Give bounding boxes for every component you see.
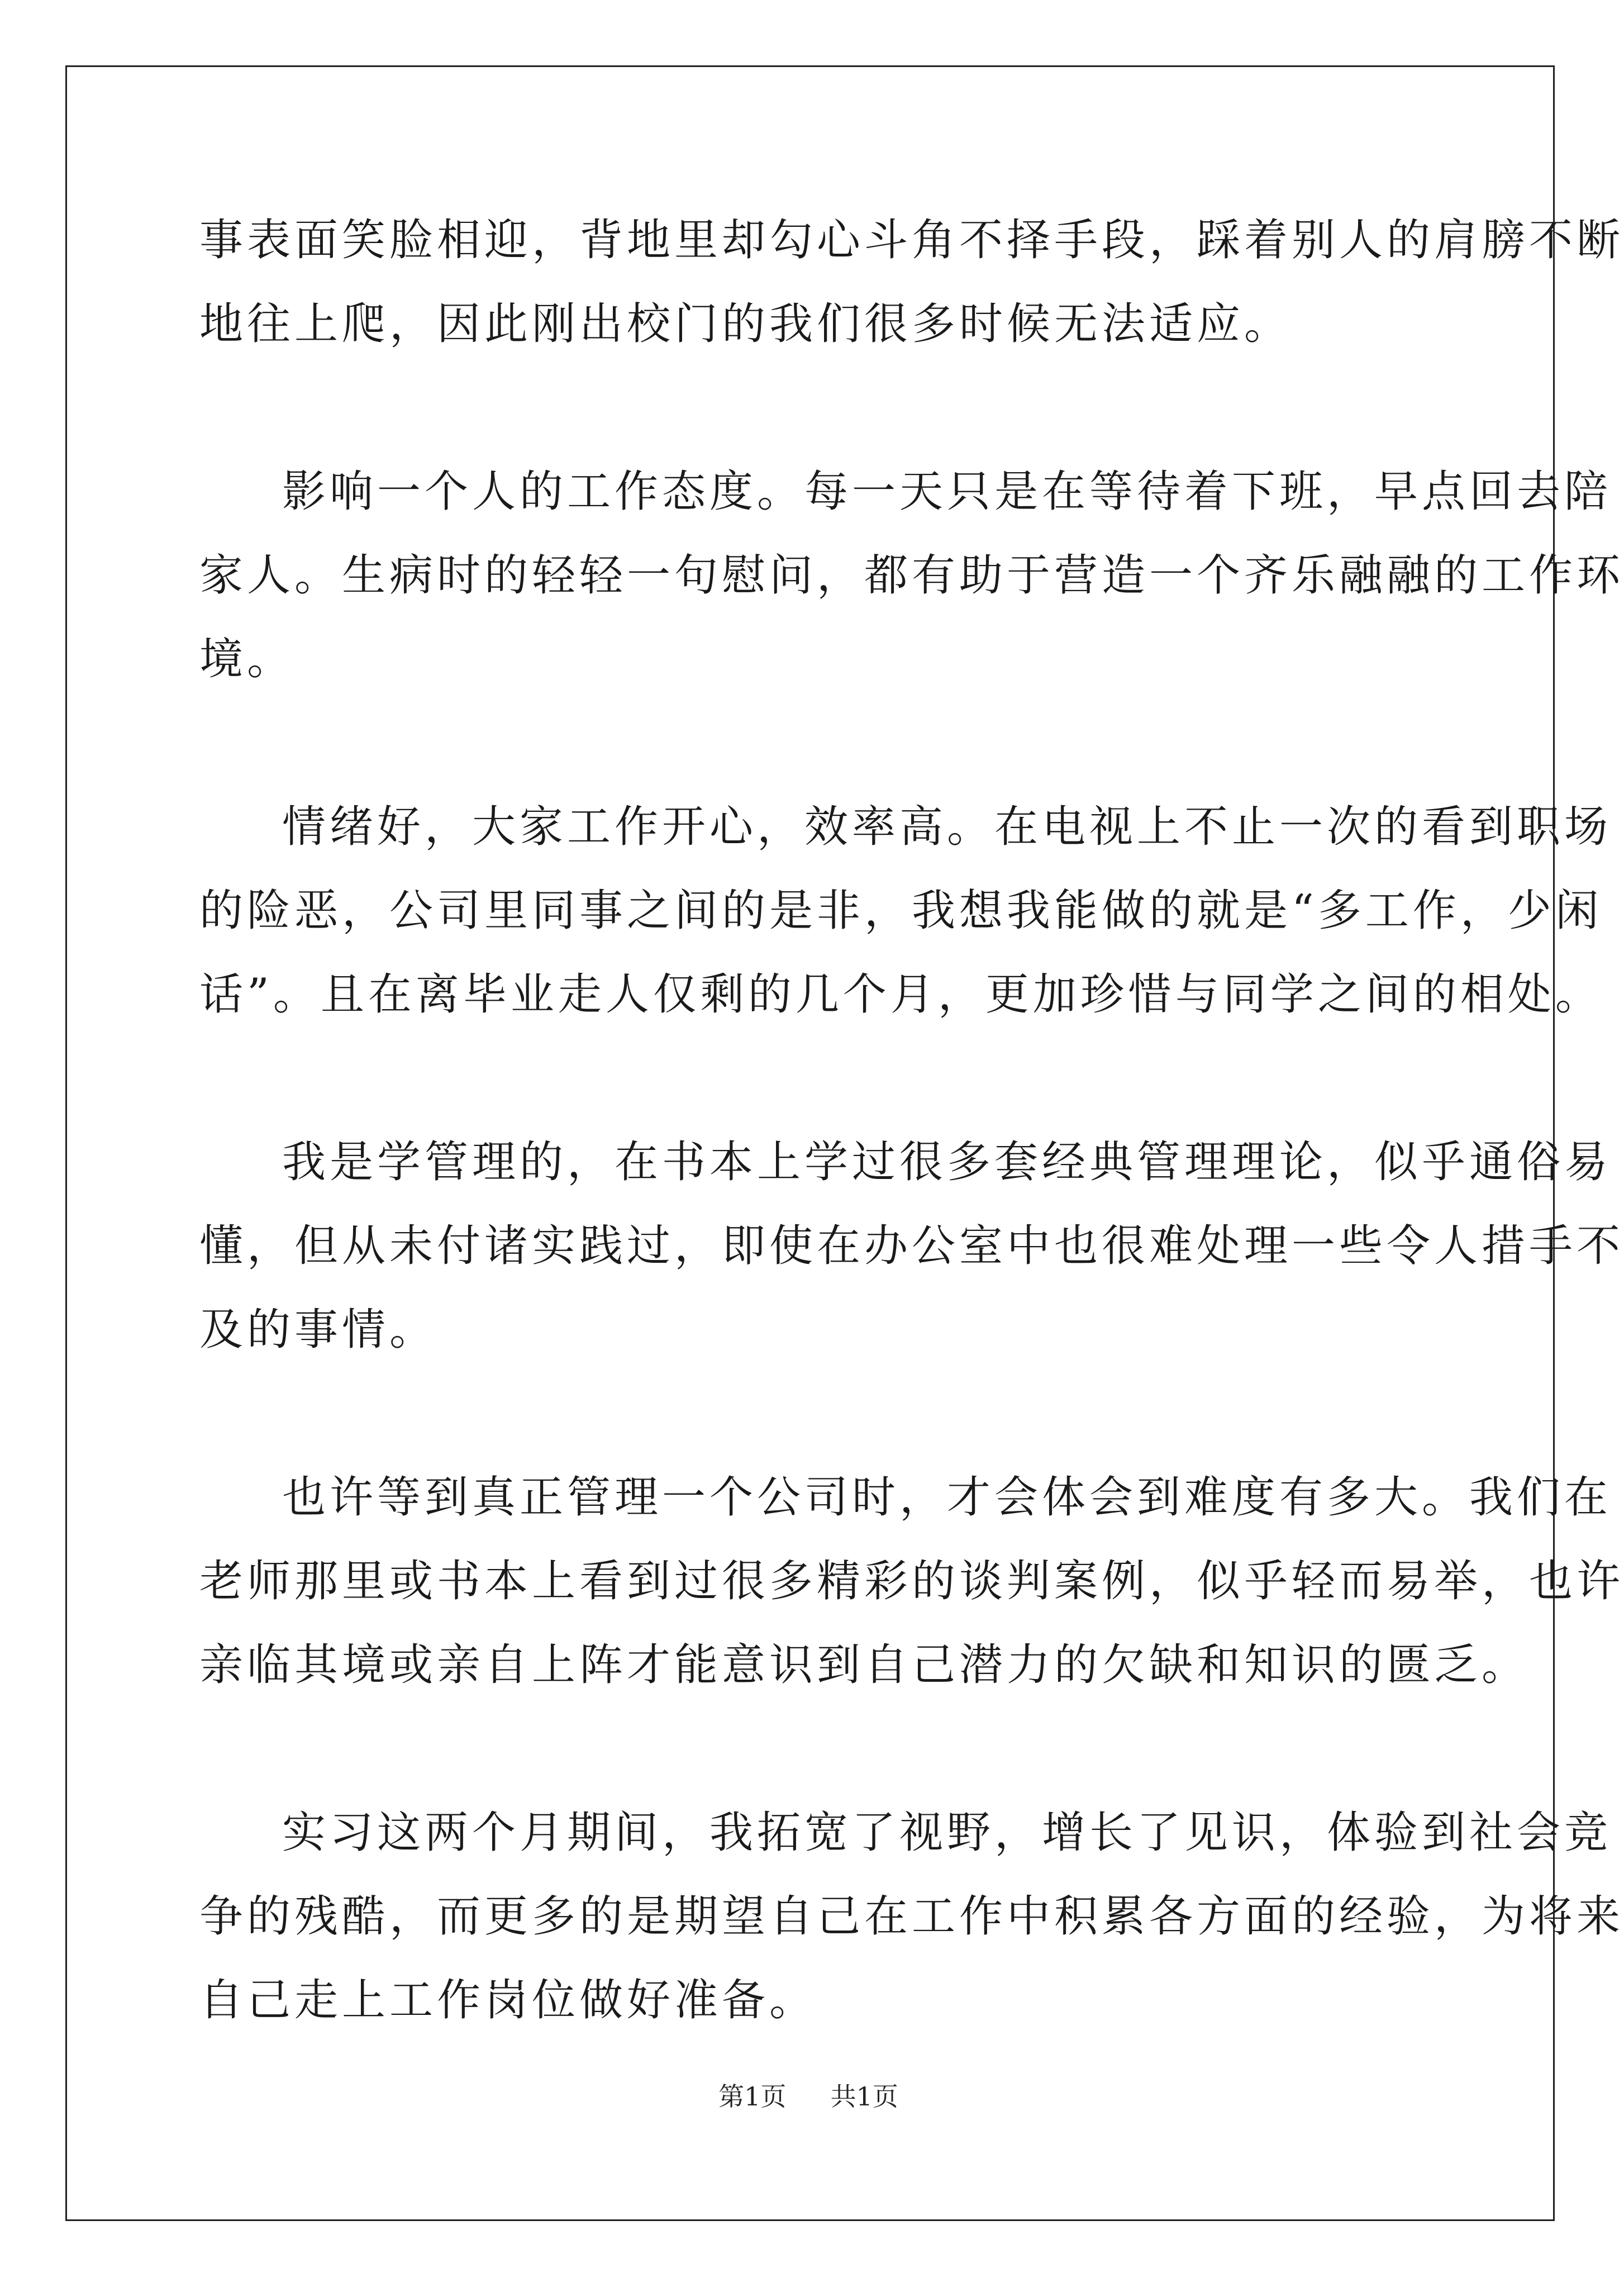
paragraph: [199, 785, 1612, 1036]
paragraph: [199, 1791, 1624, 2042]
text-line: 事表面笑脸相迎，背地里却勾心斗角不择手段，踩着别人的肩膀不断: [199, 215, 1624, 265]
paragraph: [199, 198, 1624, 366]
paragraph: [199, 1120, 1624, 1372]
text-line: 话”。且在离毕业走人仅剩的几个月，更加珍惜与同学之间的相处。: [199, 969, 1603, 1020]
paragraph: [199, 1456, 1624, 1707]
text-line: 家人。生病时的轻轻一句慰问，都有助于营造一个齐乐融融的工作环: [199, 550, 1624, 601]
text-line: 我是学管理的，在书本上学过很多套经典管理理论，似乎通俗易: [282, 1137, 1612, 1187]
page-footer: [0, 2080, 1617, 2113]
text-line: 境。: [199, 634, 295, 684]
text-line: 懂，但从未付诸实践过，即使在办公室中也很难处理一些令人措手不: [199, 1221, 1624, 1271]
page-number-total: 共1页: [830, 2081, 898, 2112]
text-line: 地往上爬，因此刚出校门的我们很多时候无法适应。: [199, 299, 1292, 349]
text-line: 及的事情。: [199, 1305, 437, 1355]
text-line: 的险恶，公司里同事之间的是非，我想我能做的就是“多工作，少闲: [199, 886, 1603, 936]
text-line: 争的残酷，而更多的是期望自己在工作中积累各方面的经验，为将来: [199, 1891, 1624, 1942]
text-line: 影响一个人的工作态度。每一天只是在等待着下班，早点回去陪: [282, 467, 1612, 517]
document-body: [199, 198, 1624, 2042]
text-line: 也许等到真正管理一个公司时，才会体会到难度有多大。我们在: [282, 1472, 1612, 1523]
paragraph: [199, 450, 1624, 701]
text-line: 实习这两个月期间，我拓宽了视野，增长了见识，体验到社会竞: [282, 1808, 1612, 1858]
page-number-current: 第1页: [718, 2081, 787, 2112]
text-line: 情绪好，大家工作开心，效率高。在电视上不止一次的看到职场: [282, 802, 1612, 852]
text-line: 亲临其境或亲自上阵才能意识到自己潜力的欠缺和知识的匮乏。: [199, 1640, 1530, 1690]
text-line: 老师那里或书本上看到过很多精彩的谈判案例，似乎轻而易举，也许: [199, 1556, 1624, 1606]
text-line: 自己走上工作岗位做好准备。: [199, 1975, 817, 2026]
